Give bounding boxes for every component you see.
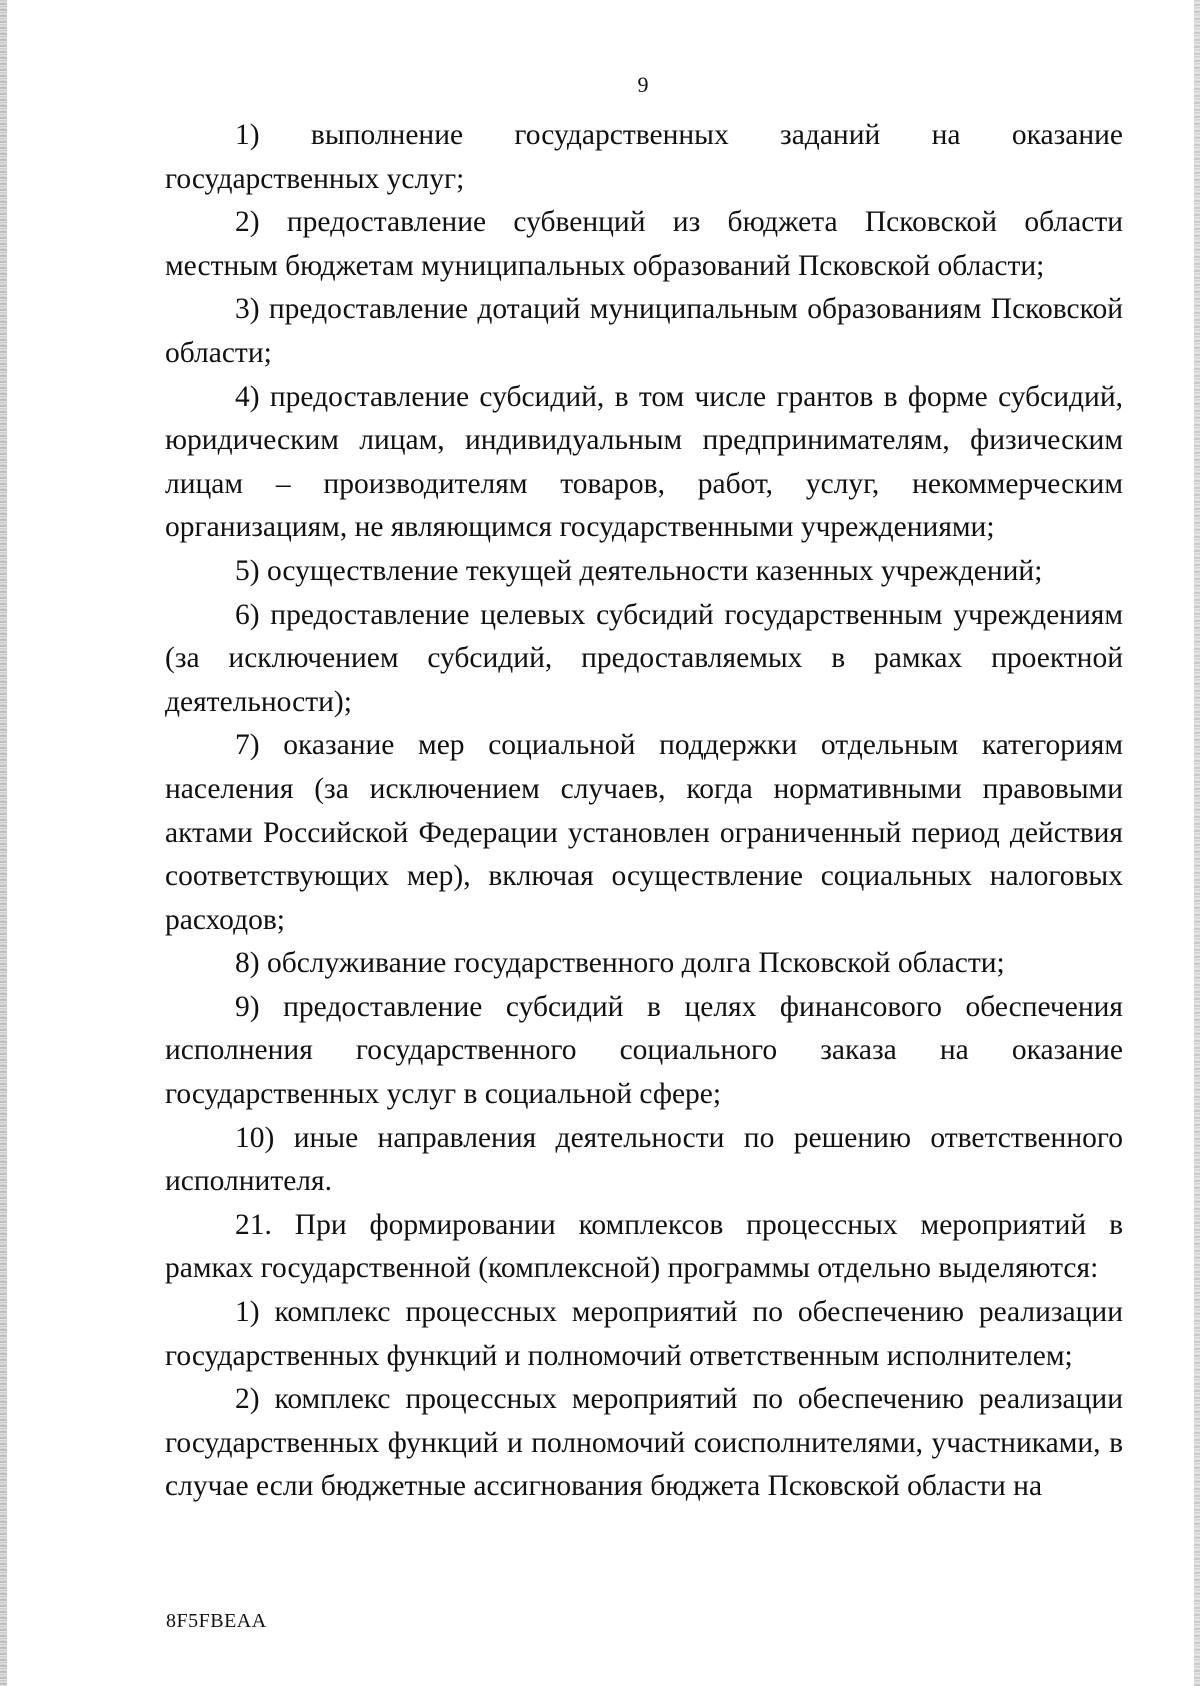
paragraph: 2) предоставление субвенций из бюджета Псковской области местным бюджетам муниципальных образований Псковской области; [165,206,1123,282]
paragraph: 10) иные направления деятельности по решению ответственного исполнителя. [165,1121,1123,1198]
paragraph: 3) предоставление дотаций муниципальным образованиям Псковской области; [165,293,1123,369]
paragraph: 7) оказание мер социальной поддержки отдельным категориям населения (за исключением случаев, когда нормативными правовыми актами Российской Федерации установлен ограниченный период действия соответствующих мер), включая осуществление социальных налоговых расходов; [165,729,1123,936]
paragraph: 9) предоставление субсидий в целях финансового обеспечения исполнения государственного социального заказа на оказание государственных услуг в социальной сфере; [165,990,1123,1111]
paragraph: 4) предоставление субсидий, в том числе грантов в форме субсидий, юридическим лицам, индивидуальным предпринимателям, физическим лицам – производителям товаров, работ, услуг, некоммерческим организациям, не являющимся государственными учреждениями; [165,380,1123,544]
document-code: 8F5FBEAA [166,1610,267,1632]
paragraph: 5) осуществление текущей деятельности казенных учреждений; [235,554,1043,587]
page-number: 9 [637,72,649,97]
paragraph: 1) выполнение государственных заданий на оказание государственных услуг; [165,119,1123,195]
paragraph: 2) комплекс процессных мероприятий по обеспечению реализации государственных функций и полномочий соисполнителями, участниками, в случае если бюджетные ассигнования бюджета Псковской области на [165,1383,1123,1503]
paragraph: 1) комплекс процессных мероприятий по обеспечению реализации государственных функций и полномочий ответственным исполнителем; [165,1296,1123,1372]
document-body [165,114,1123,1509]
paragraph: 21. При формировании комплексов процессных мероприятий в рамках государственной (комплексной) программы отдельно выделяются: [165,1208,1123,1285]
scan-edge-left [0,0,7,1686]
scan-edge-right [1194,0,1200,1686]
paragraph: 6) предоставление целевых субсидий государственным учреждениям (за исключением субсидий, предоставляемых в рамках проектной деятельности); [165,598,1123,718]
paragraph: 8) обслуживание государственного долга Псковской области; [235,947,1005,980]
